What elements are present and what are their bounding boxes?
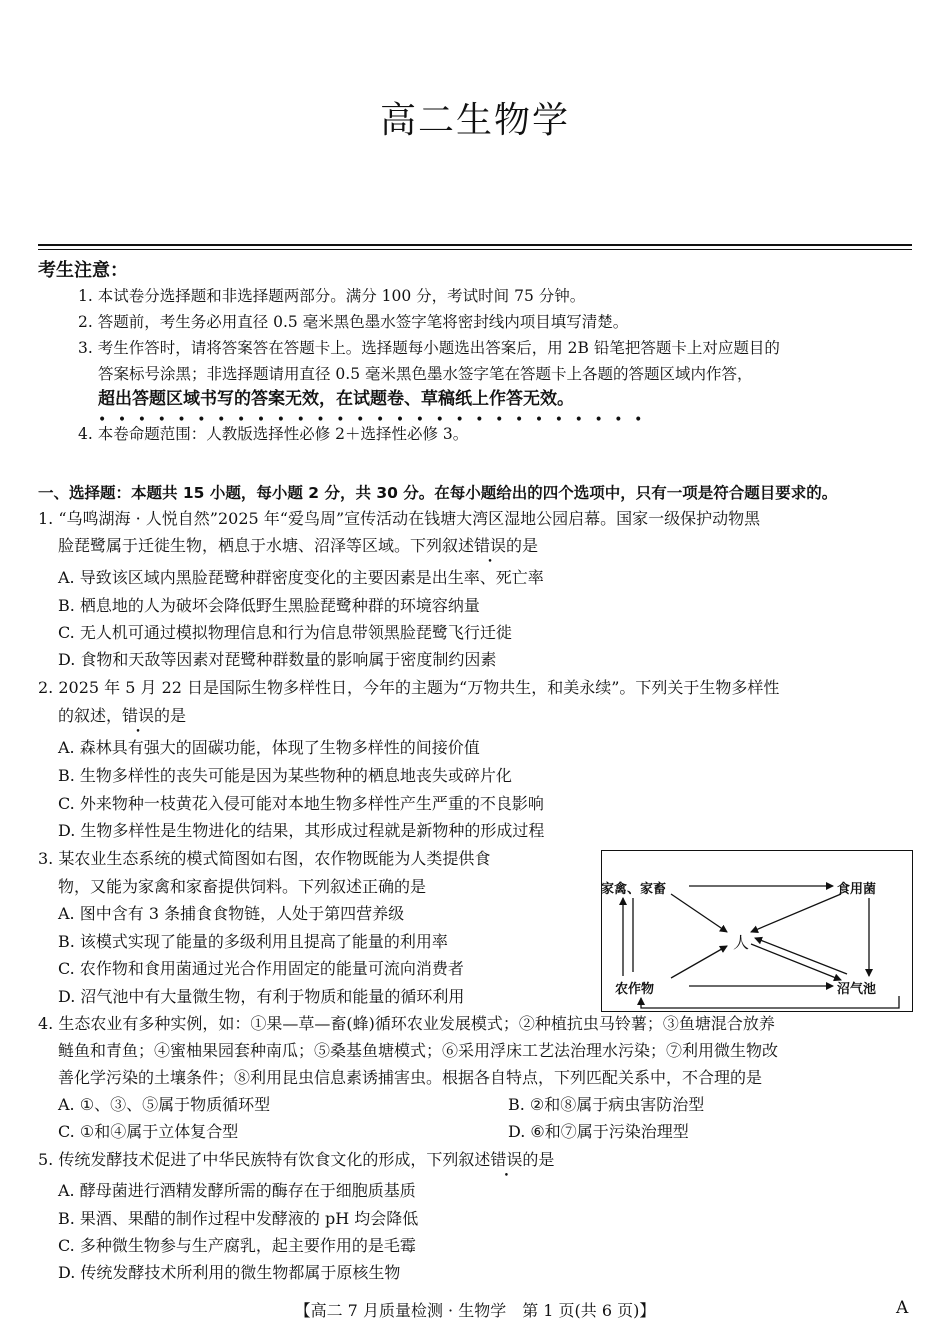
page-title: 高二生物学 [379,100,570,141]
notice-item-4: 4. 本卷命题范围：人教版选择性必修 2＋选择性必修 3。 [78,425,469,443]
q2-option-c: C. 外来物种一枝黄花入侵可能对本地生物多样性产生严重的不良影响 [58,794,544,813]
q5-option-c: C. 多种微生物参与生产腐乳，起主要作用的是毛霉 [58,1236,416,1255]
q1-option-b: B. 栖息地的人为破坏会降低野生黑脸琵鹭种群的环境容纳量 [58,596,480,615]
diagram-label-fungi: 食用菌 [837,882,877,897]
notice-heading: 考生注意： [38,260,128,281]
q2-stem-line2: 的叙述，错误的是 [58,706,187,725]
q1-stem-line1: 1. “乌鸣湖海 · 人悦自然”2025 年“爱鸟周”宣传活动在钱塘大湾区湿地公园启幕。国家一级保护动物黑 [38,509,761,528]
q3-option-d: D. 沼气池中有大量微生物，有利于物质和能量的循环利用 [58,987,465,1006]
diagram-label-human: 人 [733,933,750,952]
q5-emphasis: 错误 [490,1150,523,1169]
q4-option-b: B. ②和⑧属于病虫害防治型 [508,1095,705,1114]
diagram-label-livestock: 家禽、家畜 [601,882,667,897]
q3-stem-line1: 3. 某农业生态系统的模式简图如右图，农作物既能为人类提供食 [38,849,491,868]
q1-emphasis: 错误 [474,536,507,555]
q5-option-a: A. 酵母菌进行酒精发酵所需的酶存在于细胞质基质 [58,1181,416,1200]
q2-stem-line1: 2. 2025 年 5 月 22 日是国际生物多样性日，今年的主题为“万物共生，和美永续”。下列关于生物多样性 [38,678,780,697]
notice-item-3-emphasis: 超出答题区域书写的答案无效，在试题卷、草稿纸上作答无效。 [98,389,574,409]
q1-option-c: C. 无人机可通过模拟物理信息和行为信息带领黑脸琵鹭飞行迁徙 [58,623,512,642]
paper-version: A [896,1298,909,1318]
diagram-label-crops: 农作物 [615,982,655,997]
q4-stem-line3: 善化学污染的土壤条件；⑧利用昆虫信息素诱捕害虫。根据各自特点，下列匹配关系中，不合理的是 [58,1068,763,1087]
diagram-label-biogas: 沼气池 [837,982,877,997]
q3-option-b: B. 该模式实现了能量的多级利用且提高了能量的利用率 [58,932,448,951]
q2-option-a: A. 森林具有强大的固碳功能，体现了生物多样性的间接价值 [58,738,480,757]
q2-emphasis: 错误 [122,706,155,725]
emphasis-dots: •••••••••••••••••••••••••••• [98,412,655,428]
notice-item-1: 1. 本试卷分选择题和非选择题两部分。满分 100 分，考试时间 75 分钟。 [78,287,586,305]
q4-option-c: C. ①和④属于立体复合型 [58,1122,239,1141]
q1-option-d: D. 食物和天敌等因素对琵鹭种群数量的影响属于密度制约因素 [58,650,497,669]
q3-option-c: C. 农作物和食用菌通过光合作用固定的能量可流向消费者 [58,959,464,978]
q4-option-a: A. ①、③、⑤属于物质循环型 [58,1095,271,1114]
page-footer: 【高二 7 月质量检测 · 生物学 第 1 页(共 6 页)】 [294,1301,656,1320]
q5-option-d: D. 传统发酵技术所利用的微生物都属于原核生物 [58,1263,401,1282]
q1-stem-line2: 脸琵鹭属于迁徙生物，栖息于水塘、沼泽等区域。下列叙述错误的是 [58,536,539,555]
section-heading: 一、选择题：本题共 15 小题，每小题 2 分，共 30 分。在每小题给出的四个选项中，只有一项是符合题目要求的。 [38,484,838,502]
q2-option-d: D. 生物多样性是生物进化的结果，其形成过程就是新物种的形成过程 [58,821,545,840]
q4-stem-line2: 鲢鱼和青鱼；④蜜柚果园套种南瓜；⑤桑基鱼塘模式；⑥采用浮床工艺法治理水污染；⑦利用微生物改 [58,1041,779,1060]
q5-option-b: B. 果酒、果醋的制作过程中发酵液的 pH 均会降低 [58,1209,419,1228]
q4-stem-line1: 4. 生态农业有多种实例，如：①果—草—畜(蜂)循环农业发展模式；②种植抗虫马铃薯；③鱼塘混合放养 [38,1014,775,1033]
q5-stem-line1: 5. 传统发酵技术促进了中华民族特有饮食文化的形成，下列叙述错误的是 [38,1150,555,1169]
q3-stem-line2: 物，又能为家禽和家畜提供饲料。下列叙述正确的是 [58,877,427,896]
notice-item-2: 2. 答题前，考生务必用直径 0.5 毫米黑色墨水签字笔将密封线内项目填写清楚。 [78,313,629,331]
q1-option-a: A. 导致该区域内黑脸琵鹭种群密度变化的主要因素是出生率、死亡率 [58,568,544,587]
q4-option-d: D. ⑥和⑦属于污染治理型 [508,1122,689,1141]
header-divider [38,244,912,246]
header-divider-thin [38,249,912,250]
q2-option-b: B. 生物多样性的丧失可能是因为某些物种的栖息地丧失或碎片化 [58,766,512,785]
notice-item-3-cont: 答案标号涂黑；非选择题请用直径 0.5 毫米黑色墨水签字笔在答题卡上各题的答题区域内作答， [98,365,753,383]
notice-item-3: 3. 考生作答时，请将答案答在答题卡上。选择题每小题选出答案后，用 2B 铅笔把答题卡上对应题目的 [78,339,780,357]
ecosystem-diagram [601,850,913,1012]
q3-option-a: A. 图中含有 3 条捕食食物链，人处于第四营养级 [58,904,405,923]
